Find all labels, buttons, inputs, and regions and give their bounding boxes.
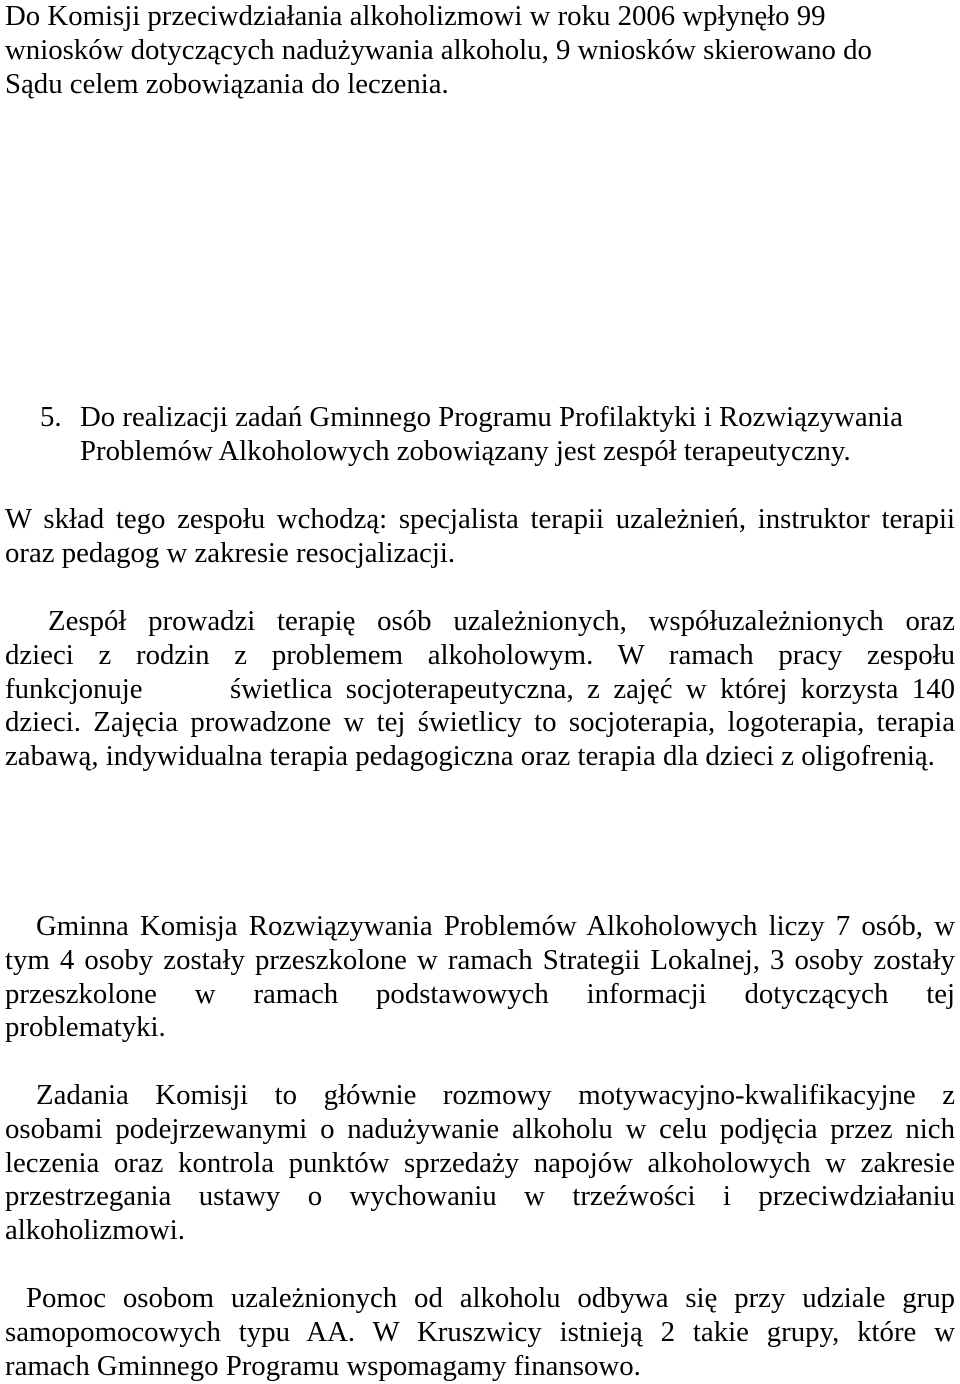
paragraph-commission-members (5, 910, 955, 1045)
text-line: Do Komisji przeciwdziałania alkoholizmowi w roku 2006 wpłynęło 99 (5, 0, 826, 32)
text-segment: świetlica socjoterapeutyczna, z zajęć w której korzysta 140 (230, 672, 955, 705)
text-line: zabawą, indywidualna terapia pedagogiczna oraz terapia dla dzieci z oligofrenią. (5, 740, 935, 773)
paragraph-team-therapy (5, 605, 955, 774)
text-line: dzieci z rodzin z problemem alkoholowym. W ramach pracy zespołu (5, 638, 955, 671)
text-line: W skład tego zespołu wchodzą: specjalista terapii uzależnień, instruktor terapii (5, 503, 955, 535)
text-line: Zadania Komisji to głównie rozmowy motywacyjno-kwalifikacyjne z (36, 1079, 955, 1111)
text-line: oraz pedagog w zakresie resocjalizacji. (5, 536, 456, 569)
text-line (5, 673, 955, 707)
list-item-text (80, 401, 955, 469)
text-line: problematyki. (5, 1011, 166, 1044)
paragraph-commission-requests (5, 0, 955, 101)
text-line: przestrzegania ustawy o wychowaniu w trzeźwości i przeciwdziałaniu (5, 1180, 955, 1213)
text-line: osobami podejrzewanymi o nadużywanie alkoholu w celu podjęcia przez nich (5, 1112, 955, 1145)
paragraph-self-help-groups (5, 1282, 955, 1383)
text-line: Pomoc osobom uzależnionych od alkoholu odbywa się przy udziale grup (26, 1282, 955, 1314)
text-line: wniosków dotyczących nadużywania alkoholu, 9 wniosków skierowano do (5, 33, 872, 66)
text-line: Do realizacji zadań Gminnego Programu Profilaktyki i Rozwiązywania (80, 401, 903, 433)
text-line: Gminna Komisja Rozwiązywania Problemów Alkoholowych liczy 7 osób, w (36, 910, 955, 942)
text-line: leczenia oraz kontrola punktów sprzedaży napojów alkoholowych w zakresie (5, 1146, 955, 1179)
text-line: Sądu celem zobowiązania do leczenia. (5, 67, 449, 100)
text-line: dzieci. Zajęcia prowadzone w tej świetlicy to socjoterapia, logoterapia, terapia (5, 706, 955, 739)
text-line: Problemów Alkoholowych zobowiązany jest zespół terapeutyczny. (80, 434, 851, 467)
text-line: ramach Gminnego Programu wspomagamy finansowo. (5, 1349, 641, 1382)
text-line: tym 4 osoby zostały przeszkolone w ramach Strategii Lokalnej, 3 osoby zostały (5, 943, 955, 976)
text-segment: funkcjonuje (5, 672, 143, 705)
text-line: alkoholizmowi. (5, 1214, 185, 1247)
text-line: samopomocowych typu AA. W Kruszwicy istnieją 2 takie grupy, które w (5, 1315, 955, 1348)
paragraph-commission-tasks (5, 1079, 955, 1248)
text-line: przeszkolone w ramach podstawowych informacji dotyczących tej (5, 977, 955, 1010)
paragraph-team-composition (5, 503, 955, 571)
text-line: Zespół prowadzi terapię osób uzależnionych, współuzależnionych oraz (48, 605, 955, 637)
list-number: 5. (40, 401, 62, 433)
